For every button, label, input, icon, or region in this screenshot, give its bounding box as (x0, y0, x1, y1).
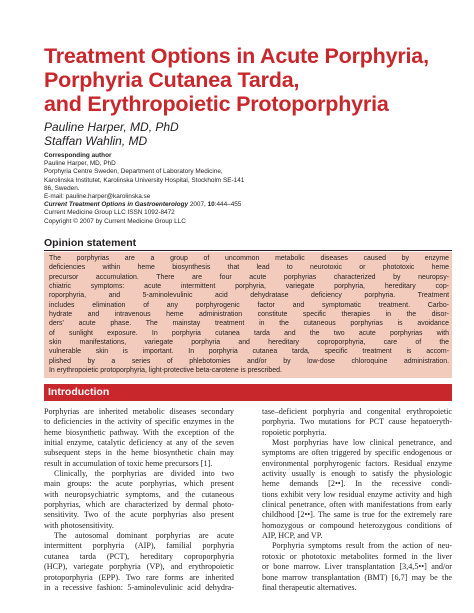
opinion-divider (44, 250, 452, 251)
body-text-line: Porphyrias are inherited metabolic diseases secondary (44, 407, 234, 416)
citation-pages: :444–455 (214, 201, 242, 209)
body-text-line: subsequent steps in the heme biosynthetic chain may (44, 448, 234, 458)
body-text-line: heme biosynthetic pathway. With the exception of the (44, 427, 234, 437)
body-text-line: homozygous or compound heterozygous conditions of (262, 520, 452, 530)
body-text-line: environmental porphyrogenic factors. Residual enzyme (262, 458, 452, 468)
body-text-line: initial enzyme, catalytic deficiency at any of the seven (44, 438, 234, 448)
opinion-line: deficiencies within heme biosynthesis that lead to neurotoxic or phototoxic heme (49, 264, 449, 272)
body-text-line: childhood [2••]. The same is true for the extremely rare (262, 510, 452, 520)
body-text-line: with photosensitivity. (44, 520, 114, 530)
body-text-line: or bone marrow. Liver transplantation [3,4,5••] and/or (262, 562, 452, 572)
article-title (44, 44, 464, 116)
corresponding-author-line: Pauline Harper, MD, PhD (44, 160, 116, 168)
body-text-line: Clinically, the porphyrias are divided into two (54, 469, 234, 479)
body-text-line: in a recessive fashion: 5-aminolevulinic acid dehydra- (44, 582, 234, 592)
body-text-line: to deficiencies in the activity of specific enzymes in the (44, 417, 234, 427)
body-text-line: clinical penetrance, often with manifestations from early (262, 500, 452, 510)
body-text-line: AIP, HCP, and VP. (262, 531, 323, 541)
body-text-line: with neuropsychiatric symptoms, and the cutaneous (44, 489, 234, 499)
opinion-line: The porphyrias are a group of uncommon metabolic diseases caused by enzyme (49, 255, 449, 262)
body-text-line: The autosomal dominant porphyrias are acute (54, 531, 234, 541)
opinion-line: hydrate and intravenous heme administration constitute specific therapies in the disor- (49, 311, 449, 319)
author-name: Pauline Harper, MD, PhD (44, 120, 179, 134)
title-line: and Erythropoietic Protoporphyria (44, 92, 389, 116)
body-text-line: tions exhibit very low residual enzyme activity and high (262, 489, 452, 499)
title-line: Porphyria Cutanea Tarda, (44, 68, 300, 92)
body-text-line: result in accumulation of toxic heme precursors [1]. (44, 458, 213, 468)
opinion-line: chiatric symptoms: acute intermittent porphyria, variegate porphyria, hereditary cop- (49, 283, 449, 291)
body-text-line: main groups: the acute porphyrias, which present (44, 479, 234, 489)
citation-year: 2007, (188, 201, 208, 209)
body-text-line: (HCP), variegate porphyria (VP), and erythropoietic (44, 562, 234, 572)
author-name: Staffan Wahlin, MD (44, 134, 148, 148)
opinion-line: roporphyria, and 5-aminolevulinic acid dehydratase deficiency porphyria. Treatment (49, 292, 449, 300)
body-text-line: porphyria. Two mutations for PCT cause hepatoeryth- (262, 417, 452, 427)
body-column-right (262, 407, 452, 593)
body-text-line: symptoms are often triggered by specific endogenous or (262, 448, 452, 458)
opinion-line: plished by a series of phlebotomies and/or by low-dose chloroquine administration. (49, 357, 449, 365)
opinion-line: skin manifestations, variegate porphyria and hereditary coproporphyria, care of the (49, 339, 449, 347)
body-text-line: heme demands [2••]. In the recessive condi- (262, 479, 452, 489)
body-column-left (44, 407, 234, 593)
citation-volume: 10 (207, 201, 215, 209)
author-list (44, 120, 179, 148)
body-text-line: rotoxic or phototoxic metabolites formed in the liver (262, 551, 452, 561)
body-text-line: intermittent porphyria (AIP), familial porphyria (44, 541, 234, 551)
opinion-line: of sunlight exposure. In porphyria cutanea tarda and the two acute porphyrias with (49, 329, 449, 337)
body-text-line: activity usually is enough to satisfy the physiologic (262, 469, 452, 479)
body-text-line: final therapeutic alternatives. (262, 582, 357, 592)
body-text-line: tase–deficient porphyria and congenital erythropoietic (262, 407, 452, 416)
corresponding-author-line: Karolinska Institutet, Karolinska University Hospital, Stockholm SE-141 (44, 176, 245, 184)
title-line: Treatment Options in Acute Porphyria, (44, 44, 429, 68)
journal-name: Current Treatment Options in Gastroenterology (44, 201, 189, 209)
section-heading: Introduction (48, 386, 110, 398)
opinion-line: In erythropoietic protoporphyria, light-protective beta-carotene is prescribed. (49, 367, 282, 375)
opinion-body (49, 254, 449, 375)
body-text-line: bone marrow transplantation (BMT) [6,7] may be the (262, 572, 452, 582)
corresponding-author-email[interactable]: E-mail: pauline.harper@karolinska.se (44, 193, 151, 201)
corresponding-author-heading: Corresponding author (44, 152, 112, 159)
journal-citation (44, 201, 404, 209)
copyright-line: Copyright © 2007 by Current Medicine Group LLC (44, 217, 186, 225)
body-text-line: protoporphyria (EPP). Two rare forms are inherited (44, 572, 234, 582)
opinion-line: includes elimination of any porphyrogenic factor and symptomatic treatment. Carbo- (49, 301, 449, 309)
issn-line: Current Medicine Group LLC ISSN 1092-8472 (44, 209, 175, 217)
body-text-line: Most porphyrias have low clinical penetrance, and (272, 438, 452, 448)
opinion-line: ders' acute phase. The mainstay treatment in the cutaneous porphyrias is avoidance (49, 320, 449, 328)
body-text-line: Porphyria symptoms result from the action of neu- (272, 541, 452, 551)
opinion-line: vulnerable skin is important. In porphyria cutanea tarda, specific treatment is accom- (49, 348, 449, 356)
opinion-heading: Opinion statement (44, 237, 137, 249)
body-text-line: sensitivity. Two of the acute porphyrias also present (44, 510, 234, 520)
body-text-line: ropoietic porphyria. (262, 427, 327, 437)
body-text-line: porphyrias, which are characterized by dermal photo- (44, 500, 234, 510)
corresponding-author-line: Porphyria Centre Sweden, Department of Laboratory Medicine, (44, 168, 223, 176)
corresponding-author-block (44, 152, 404, 226)
body-text-line: cutanea tarda (PCT), hereditary coproporphyria (44, 551, 234, 561)
corresponding-author-line: 86, Sweden. (44, 184, 80, 192)
opinion-line: precursor accumulation. There are four acute porphyrias characterized by neuropsy- (49, 273, 449, 281)
